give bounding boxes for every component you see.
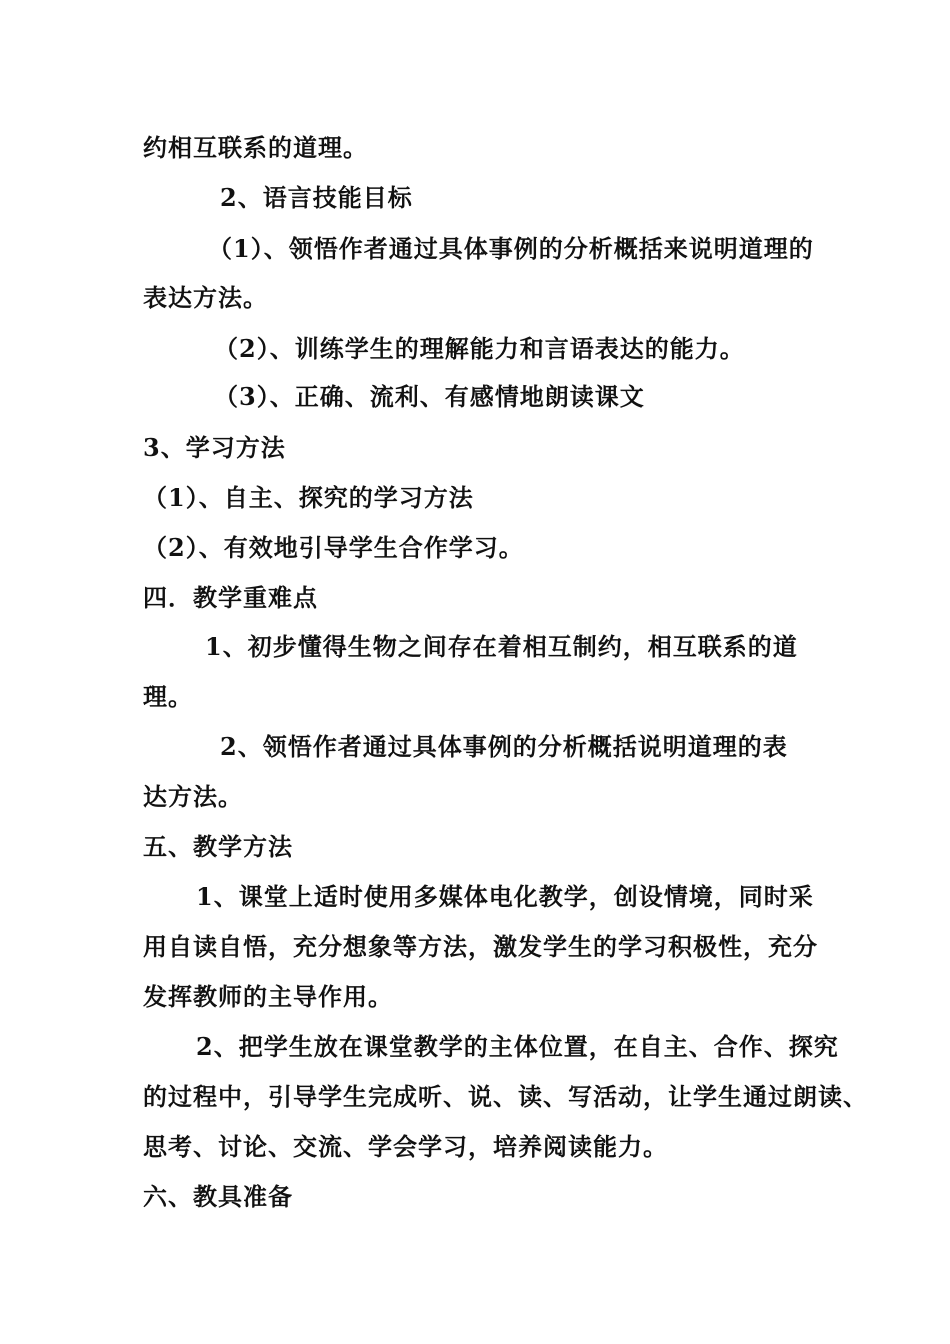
text-line: 约相互联系的道理。 (143, 133, 368, 162)
text-line: （2）、有效地引导学生合作学习。 (143, 533, 524, 562)
text-line: 理。 (143, 682, 193, 711)
text-line: 思考、讨论、交流、学会学习，培养阅读能力。 (143, 1132, 668, 1161)
text-line: （3）、正确、流利、有感情地朗读课文 (214, 382, 645, 411)
text-line: （1）、自主、探究的学习方法 (143, 483, 474, 512)
text-line: 1、初步懂得生物之间存在着相互制约，相互联系的道 (205, 632, 798, 661)
section-heading-teaching-methods: 五、教学方法 (143, 832, 293, 861)
text-line: 2、领悟作者通过具体事例的分析概括说明道理的表 (220, 732, 788, 761)
section-heading-key-points: 四．教学重难点 (143, 583, 318, 612)
subheading-study-methods: 3、学习方法 (143, 433, 286, 462)
text-line: 发挥教师的主导作用。 (143, 982, 393, 1011)
text-line: 表达方法。 (143, 283, 268, 312)
text-line: 1、课堂上适时使用多媒体电化教学，创设情境，同时采 (196, 882, 814, 911)
text-line: （1）、领悟作者通过具体事例的分析概括来说明道理的 (208, 234, 814, 263)
text-line: （2）、训练学生的理解能力和言语表达的能力。 (214, 334, 745, 363)
subheading-language-skills: 2、语言技能目标 (220, 183, 413, 212)
text-line: 达方法。 (143, 782, 243, 811)
text-line: 的过程中，引导学生完成听、说、读、写活动，让学生通过朗读、 (143, 1082, 868, 1111)
text-line: 用自读自悟，充分想象等方法，激发学生的学习积极性，充分 (143, 932, 818, 961)
text-line: 2、把学生放在课堂教学的主体位置，在自主、合作、探究 (196, 1032, 839, 1061)
section-heading-teaching-aids: 六、教具准备 (143, 1182, 293, 1211)
